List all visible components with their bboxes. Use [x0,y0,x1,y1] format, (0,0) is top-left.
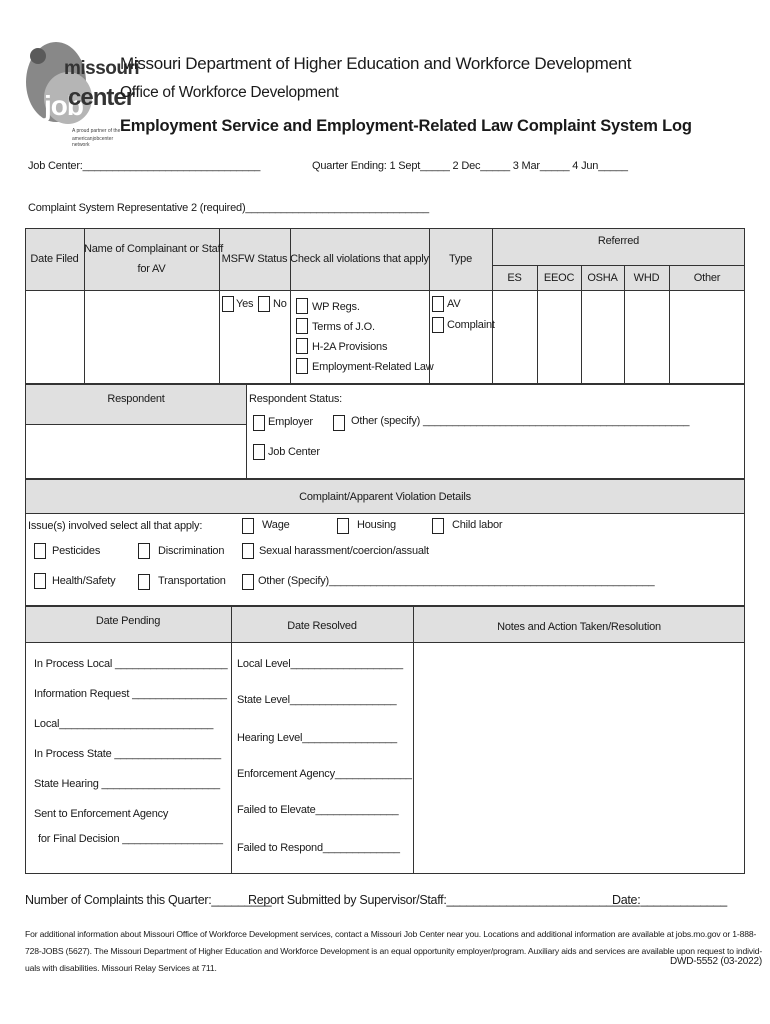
respondent-job-center-checkbox[interactable] [253,444,265,460]
col-msfw-status: MSFW Status [221,253,288,265]
msfw-yes-label: Yes [236,298,254,310]
job-center-field[interactable]: Job Center:______________________________ [28,160,261,172]
violation-h2a-label: H-2A Provisions [312,341,388,353]
issue-wage-label: Wage [262,519,290,531]
issue-child-labor-label: Child labor [452,519,503,531]
issue-wage-checkbox[interactable] [242,518,254,534]
logo-tagline: A proud partner of the [72,128,121,134]
pending-information-request[interactable]: Information Request ________________ [34,688,227,700]
col-type: Type [448,253,473,265]
col-referred: Referred [597,235,640,247]
issue-child-labor-checkbox[interactable] [432,518,444,534]
col-referred-eeoc: EEOC [543,272,575,284]
office-name: Office of Workforce Development [120,84,339,101]
department-name: Missouri Department of Higher Education and Workforce Development [120,54,632,73]
col-referred-osha: OSHA [587,272,618,284]
logo-text-job: job [44,90,83,121]
notes-header: Notes and Action Taken/Resolution [497,621,661,633]
issues-label: Issue(s) involved select all that apply: [28,520,203,532]
type-complaint-label: Complaint [447,319,495,331]
pending-sent-to-enforcement: Sent to Enforcement Agency [34,808,169,820]
msfw-no-checkbox[interactable] [258,296,270,312]
col-referred-other: Other [693,272,721,284]
resolved-hearing-level[interactable]: Hearing Level________________ [237,732,397,744]
issue-pesticides-label: Pesticides [52,545,101,557]
footer-line-2: 728-JOBS (5627). The Missouri Department of Higher Education and Workforce Development is an equal opportunity employer/program. Auxiliary aids and services are available upon request to individ- [25,946,763,956]
msfw-yes-checkbox[interactable] [222,296,234,312]
pending-in-process-state[interactable]: In Process State __________________ [34,748,221,760]
pending-in-process-local[interactable]: In Process Local ___________________ [34,658,228,670]
resolved-enforcement-agency[interactable]: Enforcement Agency_____________ [237,768,412,780]
pending-local[interactable]: Local__________________________ [34,718,214,730]
col-referred-es: ES [507,272,522,284]
col-name-line1: Name of Complainant or Staff [84,243,224,255]
notes-textarea[interactable] [414,643,744,873]
details-header-label: Complaint/Apparent Violation Details [299,491,471,503]
issue-other-field[interactable]: Other (Specify)_______________________________________________________ [258,575,655,587]
footer-line-3: uals with disabilities. Missouri Relay Services at 711. [25,963,217,973]
col-check-violations: Check all violations that apply [290,253,429,265]
footer-line-1: For additional information about Missouri Office of Workforce Development services, contact a Missouri Job Center near you. Locations and additional information are available at jobs.mo.gov or 1-888- [25,929,757,939]
type-av-label: AV [447,298,461,310]
col-name-line2: for AV [137,263,166,275]
respondent-employer-checkbox[interactable] [253,415,265,431]
issue-transportation-label: Transportation [158,575,226,587]
issue-other-checkbox[interactable] [242,574,254,590]
type-complaint-checkbox[interactable] [432,317,444,333]
violation-employment-law-checkbox[interactable] [296,358,308,374]
respondent-employer-label: Employer [268,416,313,428]
issue-transportation-checkbox[interactable] [138,574,150,590]
missouri-job-center-logo [22,38,140,148]
issue-health-safety-checkbox[interactable] [34,573,46,589]
violation-employment-law-label: Employment-Related Law [312,361,434,373]
logo-tagline-2: americanjobcenter network [72,136,114,148]
issue-housing-checkbox[interactable] [337,518,349,534]
date-resolved-header: Date Resolved [287,620,357,632]
logo-text-center: center [68,84,135,111]
respondent-status-label: Respondent Status: [249,393,343,405]
form-number: DWD-5552 (03-2022) [670,956,762,967]
violation-h2a-checkbox[interactable] [296,338,308,354]
date-pending-header: Date Pending [95,615,161,627]
violation-wp-regs-checkbox[interactable] [296,298,308,314]
logo-text-missouri: missouri [64,58,140,79]
respondent-job-center-label: Job Center [268,446,320,458]
resolved-failed-to-elevate[interactable]: Failed to Elevate______________ [237,804,399,816]
violation-wp-regs-label: WP Regs. [312,301,360,313]
issue-health-safety-label: Health/Safety [52,575,116,587]
msfw-no-label: No [273,298,287,310]
issue-sexual-harassment-checkbox[interactable] [242,543,254,559]
type-av-checkbox[interactable] [432,296,444,312]
violation-terms-label: Terms of J.O. [312,321,375,333]
violation-terms-checkbox[interactable] [296,318,308,334]
date-field[interactable]: Date:_____________ [612,893,727,907]
issue-discrimination-label: Discrimination [158,545,225,557]
respondent-label: Respondent [107,393,165,405]
respondent-other-checkbox[interactable] [333,415,345,431]
issue-discrimination-checkbox[interactable] [138,543,150,559]
respondent-other-field[interactable]: Other (specify) _____________________________________________ [351,415,690,427]
issue-housing-label: Housing [357,519,396,531]
resolved-state-level[interactable]: State Level__________________ [237,694,397,706]
issue-pesticides-checkbox[interactable] [34,543,46,559]
pending-final-decision[interactable]: for Final Decision _________________ [38,833,223,845]
representative-field[interactable]: Complaint System Representative 2 (required)_______________________________ [28,202,429,214]
complaints-count-field[interactable]: Number of Complaints this Quarter:_________ [25,893,272,907]
resolved-local-level[interactable]: Local Level___________________ [237,658,403,670]
resolved-failed-to-respond[interactable]: Failed to Respond_____________ [237,842,400,854]
report-submitted-by-field[interactable]: Report Submitted by Supervisor/Staff:_____________________________ [248,893,640,907]
quarter-ending-field[interactable]: Quarter Ending: 1 Sept_____ 2 Dec_____ 3 Mar_____ 4 Jun_____ [312,160,628,172]
pending-state-hearing[interactable]: State Hearing ____________________ [34,778,220,790]
issue-sexual-harassment-label: Sexual harassment/coercion/assualt [259,545,429,557]
col-referred-whd: WHD [633,272,660,284]
page-title: Employment Service and Employment-Related Law Complaint System Log [120,117,692,135]
col-date-filed: Date Filed [30,253,79,265]
